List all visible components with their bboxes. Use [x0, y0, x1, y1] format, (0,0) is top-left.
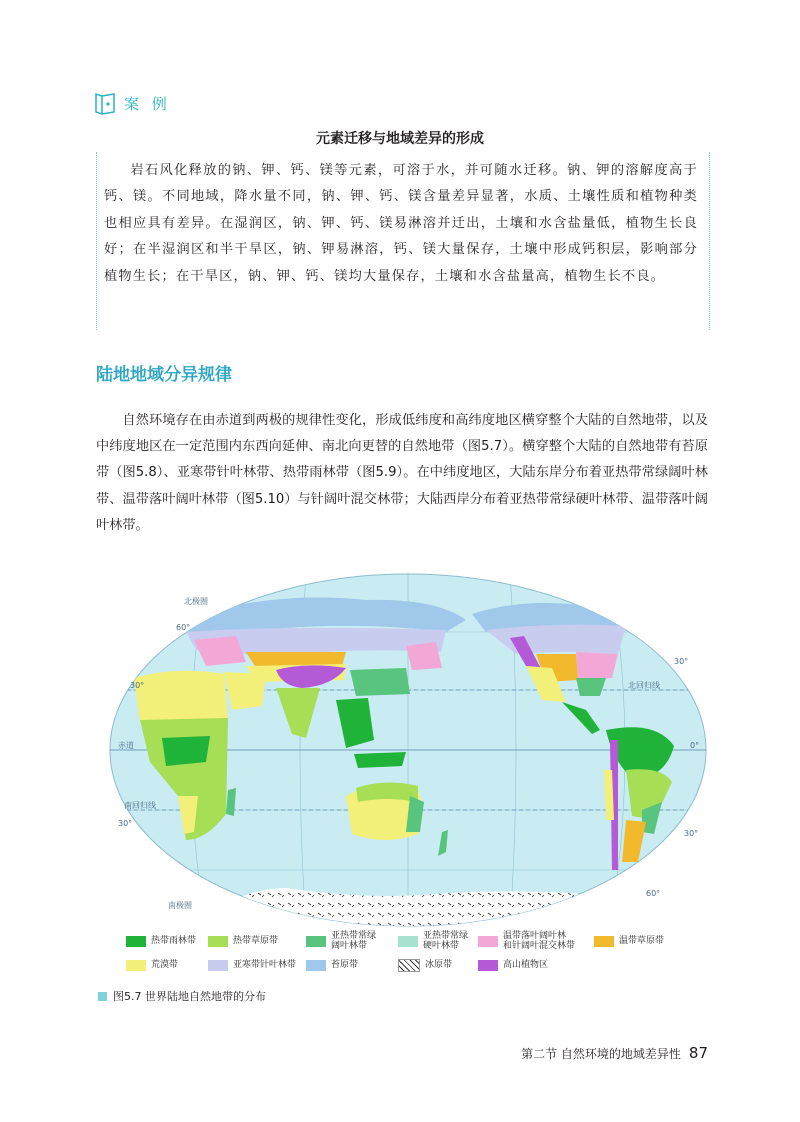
legend-item	[478, 931, 576, 951]
legend-item	[398, 958, 452, 972]
tropic-capricorn-label: 南回归线	[124, 801, 156, 810]
legend-swatch	[398, 936, 418, 947]
caption-text: 图5.7 世界陆地自然地带的分布	[113, 990, 266, 1003]
page-footer	[521, 1044, 708, 1062]
legend-label: 温带落叶阔叶林 和针阔叶混交林带	[503, 931, 576, 951]
east-asia-temperate	[406, 642, 442, 670]
legend-swatch	[126, 960, 146, 971]
lat-label: 0°	[690, 741, 700, 750]
caption-marker	[98, 992, 107, 1001]
legend-label: 高山植物区	[503, 960, 549, 970]
tropic-cancer-label: 北回归线	[628, 681, 660, 690]
lat-label: 30°	[130, 681, 145, 690]
lat-label: 60°	[176, 623, 191, 632]
legend-item	[126, 934, 196, 948]
map-legend	[126, 931, 696, 978]
greenland-ice	[606, 577, 684, 614]
section-heading: 陆地地域分异规律	[96, 365, 232, 385]
legend-item	[306, 958, 358, 972]
indonesia-rainforest	[354, 752, 406, 768]
legend-swatch	[208, 960, 228, 971]
south-china-subtropical	[350, 668, 410, 696]
legend-swatch	[478, 960, 498, 971]
legend-item	[398, 931, 469, 951]
section-body	[96, 408, 708, 539]
case-paragraph: 岩石风化释放的钠、钾、钙、镁等元素，可溶于水，并可随水迁移。钠、钾的溶解度高于钙、镁。不同地域，降水量不同，钠、钾、钙、镁含量差异显著，水质、土壤性质和植物种类也相应具有差异。在湿润区，钠、钾、钙、镁易淋溶并迁出，土壤和水含盐量低，植物生长良好；在半湿润区和半干旱区，钠、钾易淋溶，钙、镁大量保存，土壤中形成钙积层，影响部分植物生长；在干旱区，钠、钾、钙、镁均大量保存，土壤和水含盐量高，植物生长不良。	[104, 163, 698, 284]
legend-label: 冰原带	[425, 960, 453, 970]
legend-label: 亚热带常绿 阔叶林带	[331, 931, 377, 951]
legend-swatch	[478, 936, 498, 947]
lat-label: 30°	[118, 819, 133, 828]
legend-swatch	[208, 936, 228, 947]
legend-swatch	[306, 960, 326, 971]
legend-swatch	[594, 936, 614, 947]
legend-item	[306, 931, 377, 951]
footer-section: 第二节 自然环境的地域差异性	[521, 1047, 681, 1061]
legend-label: 亚寒带针叶林带	[233, 960, 297, 970]
legend-swatch	[306, 936, 326, 947]
lat-label: 60°	[646, 889, 661, 898]
legend-item	[208, 934, 278, 948]
case-header	[94, 90, 171, 116]
legend-swatch	[398, 959, 420, 972]
legend-label: 亚热带常绿 硬叶林带	[423, 931, 469, 951]
legend-label: 热带雨林带	[151, 936, 197, 946]
page-number: 87	[688, 1044, 708, 1062]
antarctic-circle-label: 南极圈	[168, 901, 192, 910]
africa-desert	[134, 671, 228, 724]
case-label: 案 例	[124, 94, 171, 113]
legend-label: 荒漠带	[151, 960, 179, 970]
case-title: 元素迁移与地域差异的形成	[316, 131, 484, 147]
arctic-circle-label: 北极圈	[184, 597, 208, 606]
africa-rainforest	[162, 736, 210, 766]
legend-item	[126, 958, 178, 972]
case-body	[104, 158, 698, 290]
world-natural-zones-map	[106, 570, 710, 930]
figure-caption	[98, 988, 266, 1004]
legend-item	[478, 958, 548, 972]
legend-item	[594, 934, 664, 948]
map-svg	[106, 570, 710, 930]
legend-label: 温带草原带	[619, 936, 665, 946]
legend-label: 苔原带	[331, 960, 359, 970]
na-temperate	[576, 652, 618, 680]
legend-swatch	[126, 936, 146, 947]
lat-label: 30°	[684, 829, 699, 838]
lat-label: 30°	[674, 657, 689, 666]
book-icon	[94, 91, 116, 115]
legend-item	[208, 958, 296, 972]
legend-label: 热带草原带	[233, 936, 279, 946]
equator-label: 赤道	[118, 741, 134, 750]
section-paragraph: 自然环境存在由赤道到两极的规律性变化，形成低纬度和高纬度地区横穿整个大陆的自然地带，以及中纬度地区在一定范围内东西向延伸、南北向更替的自然地带（图5.7）。横穿整个大陆的自然地带有苔原带（图5.8）、亚寒带针叶林带、热带雨林带（图5.9）。在中纬度地区，大陆东岸分布着亚热带常绿阔叶林带、温带落叶阔叶林带（图5.10）与针阔叶混交林带；大陆西岸分布着亚热带常绿硬叶林带、温带落叶阔叶林带。	[96, 413, 708, 533]
